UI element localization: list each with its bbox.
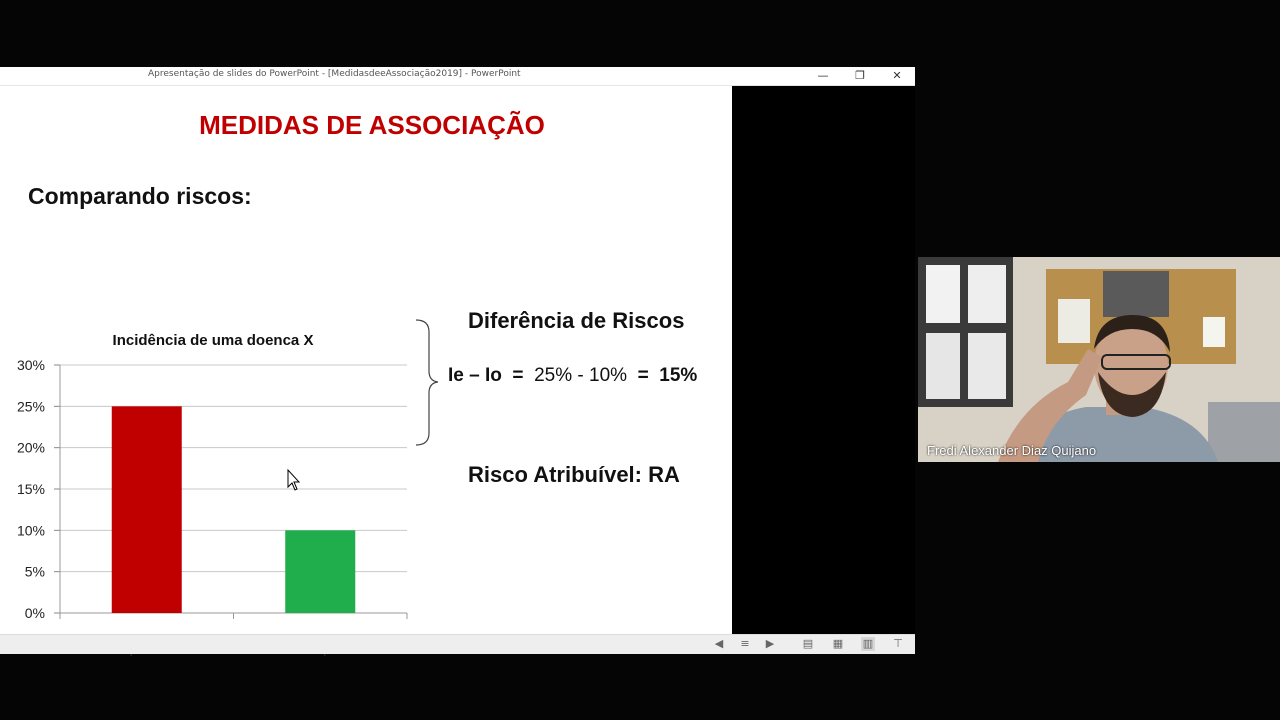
y-tick-label: 25%	[16, 398, 45, 415]
y-tick-label: 10%	[16, 522, 45, 539]
powerpoint-window	[0, 67, 915, 653]
slide	[0, 86, 732, 634]
diff-title: Diferência de Riscos	[468, 308, 685, 333]
slide-subtitle: Comparando riscos:	[28, 183, 252, 209]
normal-view-icon[interactable]: ▤	[802, 637, 814, 650]
menu-icon[interactable]: ≡	[740, 637, 750, 650]
formula-lhs: Ie – Io	[448, 365, 502, 386]
reading-view-icon[interactable]: ▥	[862, 637, 874, 650]
slide-title: MEDIDAS DE ASSOCIAÇÃO	[199, 110, 545, 140]
picture-frame	[1103, 271, 1169, 317]
formula-eq1: =	[512, 365, 524, 386]
window-pane	[926, 333, 960, 399]
chart-title: Incidência de uma doenca X	[112, 332, 314, 349]
cabinet	[1208, 402, 1280, 462]
brace	[416, 320, 438, 445]
close-button[interactable]: ✕	[892, 69, 902, 82]
y-tick-label: 30%	[16, 357, 45, 373]
slide-background-area	[732, 86, 915, 634]
window-pane	[968, 265, 1006, 323]
status-bar	[0, 634, 915, 654]
formula-result: 15%	[659, 365, 698, 386]
notice-paper	[1203, 317, 1225, 347]
window-pane	[926, 265, 960, 323]
slide-sorter-icon[interactable]: ▦	[832, 637, 844, 650]
video-tile	[918, 257, 1280, 462]
y-tick-label: 0%	[24, 605, 45, 621]
window-title: Apresentação de slides do PowerPoint - [MedidasdeeAssociação2019] - PowerPoint	[148, 69, 521, 79]
brace-and-cursor	[0, 86, 732, 634]
formula-eq2: =	[637, 365, 649, 386]
y-tick-label: 15%	[16, 481, 45, 497]
window-pane	[968, 333, 1006, 399]
formula-expr: 25% - 10%	[534, 365, 628, 386]
notice-paper	[1058, 299, 1090, 343]
ra-label: Risco Atribuível: RA	[468, 462, 680, 487]
restore-button[interactable]: ❐	[855, 69, 865, 82]
title-bar	[0, 67, 915, 86]
participant-video	[918, 257, 1280, 462]
y-tick-label: 5%	[24, 563, 45, 580]
slideshow-icon[interactable]: ⊤	[893, 637, 903, 650]
participant-name: Fredi Alexander Diaz Quijano	[927, 443, 1097, 458]
y-tick-label: 20%	[16, 439, 45, 456]
minimize-button[interactable]: —	[817, 69, 829, 82]
mouse-cursor-icon	[288, 470, 299, 490]
next-icon[interactable]: ▶	[765, 637, 775, 650]
prev-icon[interactable]: ◀	[714, 637, 724, 650]
